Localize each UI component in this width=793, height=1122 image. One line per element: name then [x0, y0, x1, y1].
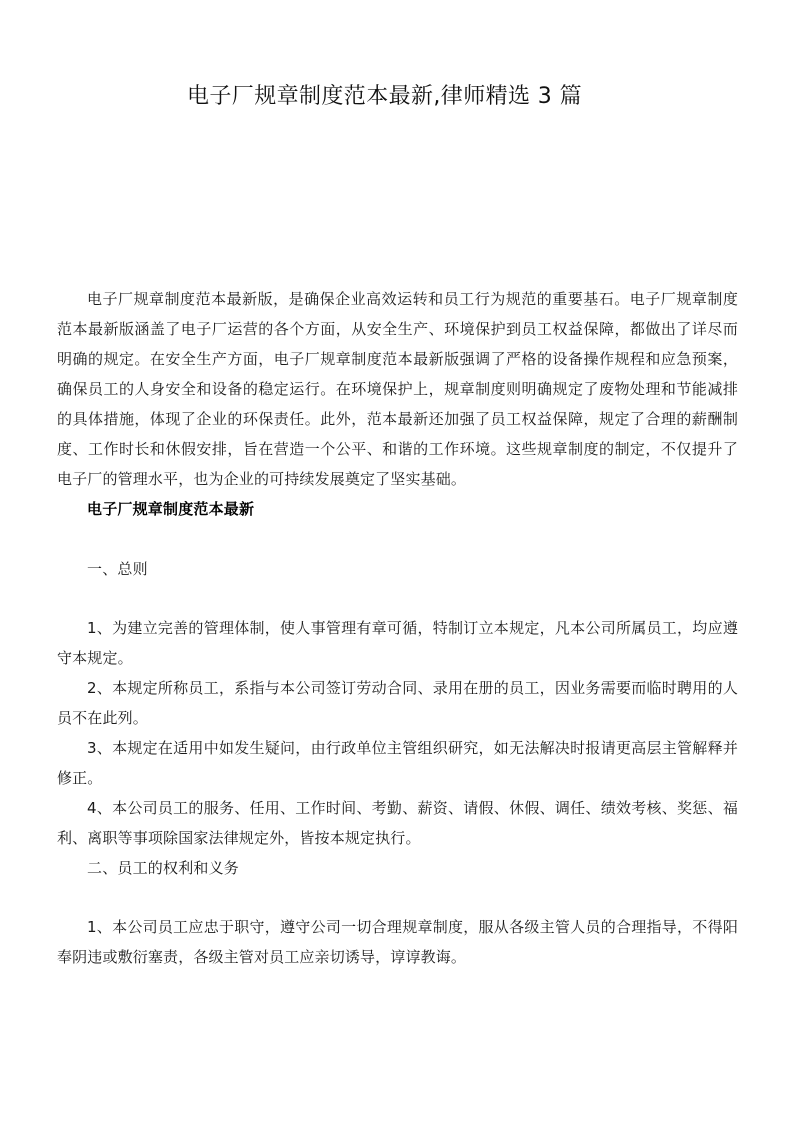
section-2-heading: 二、员工的权利和义务	[87, 859, 240, 877]
section-1-item-4: 4、本公司员工的服务、任用、工作时间、考勤、薪资、请假、休假、调任、绩效考核、奖惩、福利、离职等事项除国家法律规定外，皆按本规定执行。	[57, 799, 738, 847]
section-1-heading: 一、总则	[87, 560, 148, 578]
section-1-item-2: 2、本规定所称员工，系指与本公司签订劳动合同、录用在册的员工，因业务需要而临时聘用的人员不在此列。	[57, 679, 738, 727]
document-body	[57, 284, 738, 972]
section-1-item-3: 3、本规定在适用中如发生疑问，由行政单位主管组织研究，如无法解决时报请更高层主管解释并修正。	[57, 739, 738, 787]
section-1-item-1: 1、为建立完善的管理体制，使人事管理有章可循，特制订立本规定，凡本公司所属员工，均应遵守本规定。	[57, 619, 738, 667]
section-heading: 电子厂规章制度范本最新	[87, 500, 255, 518]
intro-paragraph: 电子厂规章制度范本最新版，是确保企业高效运转和员工行为规范的重要基石。电子厂规章制度范本最新版涵盖了电子厂运营的各个方面，从安全生产、环境保护到员工权益保障，都做出了详尽而明确的规定。在安全生产方面，电子厂规章制度范本最新版强调了严格的设备操作规程和应急预案，确保员工的人身安全和设备的稳定运行。在环境保护上，规章制度则明确规定了废物处理和节能减排的具体措施，体现了企业的环保责任。此外，范本最新还加强了员工权益保障，规定了合理的薪酬制度、工作时长和休假安排，旨在营造一个公平、和谐的工作环境。这些规章制度的制定，不仅提升了电子厂的管理水平，也为企业的可持续发展奠定了坚实基础。	[57, 290, 738, 488]
section-2-item-1: 1、本公司员工应忠于职守，遵守公司一切合理规章制度，服从各级主管人员的合理指导，不得阳奉阴违或敷衍塞责，各级主管对员工应亲切诱导，谆谆教诲。	[57, 918, 738, 966]
page-title: 电子厂规章制度范本最新,律师精选 3 篇	[187, 83, 582, 109]
